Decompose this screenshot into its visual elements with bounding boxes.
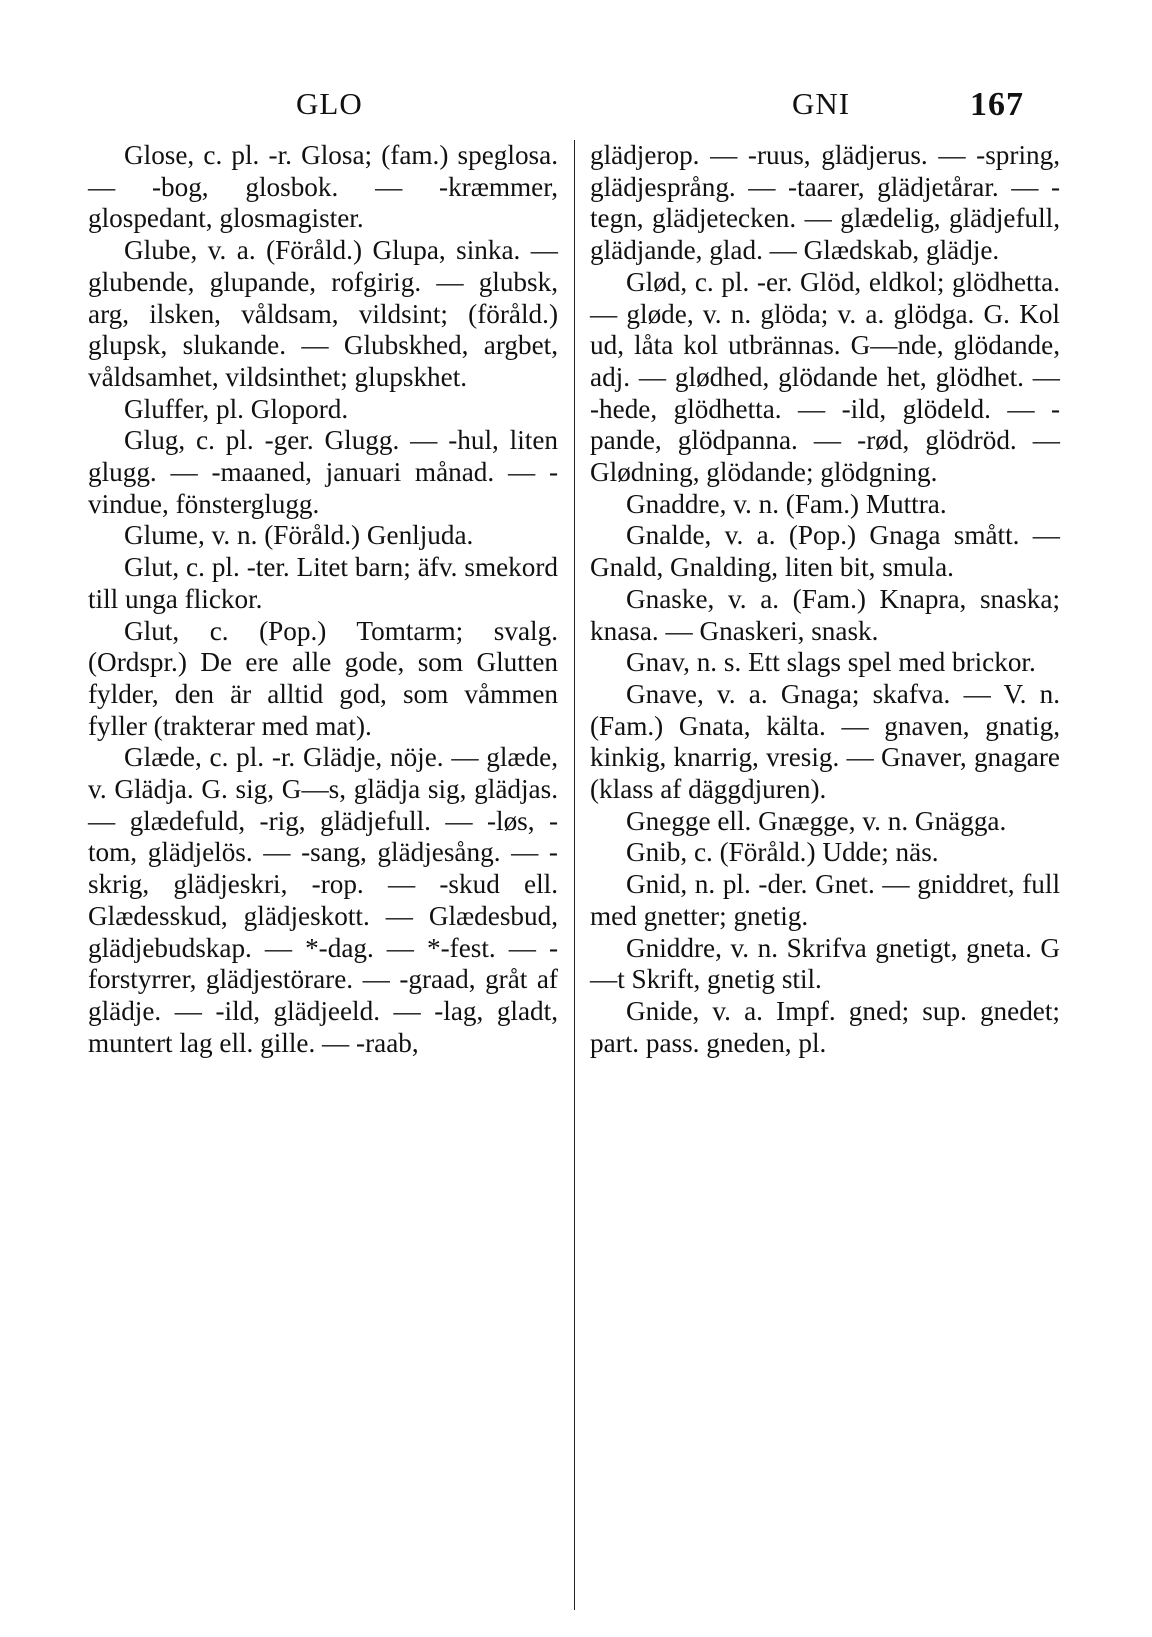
header-guide-word-left: GLO <box>296 86 363 121</box>
entry-gnid: Gnid, n. pl. -der. Gnet. — gniddret, full med gnetter; gnetig. <box>590 869 1060 931</box>
entry-gniddre: Gniddre, v. n. Skrifva gnetigt, gneta. G—t Skrift, gnetig stil. <box>590 932 1060 995</box>
column-divider <box>574 140 575 1610</box>
entry-gnaddre: Gnaddre, v. n. (Fam.) Muttra. <box>626 488 947 519</box>
page-header <box>86 86 1062 126</box>
entry-gnalde: Gnalde, v. a. (Pop.) Gnaga smått. — Gnald, Gnalding, liten bit, smula. <box>590 520 1060 583</box>
entry-gnib: Gnib, c. (Föråld.) Udde; näs. <box>626 837 939 868</box>
entry-gnaske: Gnaske, v. a. (Fam.) Knapra, snaska; knasa. — Gnaskeri, snask. <box>590 583 1060 646</box>
entry-glube: Glube, v. a. (Föråld.) Glupa, sinka. — glubende, glupande, rofgirig. — glubsk, arg, ilsken, våldsam, vildsint; (föråld.) glupsk, slukande. — Glubskhed, argbet, våldsamhet, vildsinthet; glupskhet. <box>88 235 558 392</box>
entry-glume: Glume, v. n. (Föråld.) Genljuda. <box>124 520 474 551</box>
entry-gnave: Gnave, v. a. Gnaga; skafva. — V. n. (Fam.) Gnata, kälta. — gnaven, gnatig, kinkig, knarrig, vresig. — Gnaver, gnagare (klass af däggdjuren). <box>590 678 1060 805</box>
entry-gluffer: Gluffer, pl. Glopord. <box>124 393 349 424</box>
entry-glut-1: Glut, c. pl. -ter. Litet barn; äfv. smekord till unga flickor. <box>88 552 558 614</box>
entry-gnav: Gnav, n. s. Ett slags spel med brickor. <box>626 647 1036 678</box>
entry-glaede-cont: glädjerop. — -ruus, glädjerus. — -spring, glädjesprång. — -taarer, glädjetårar. — -tegn, glädjetecken. — glædelig, glädjefull, glädjande, glad. — Glædskab, glädje. <box>590 140 1060 266</box>
left-column <box>88 140 558 1059</box>
entry-glod: Glød, c. pl. -er. Glöd, eldkol; glödhetta. — gløde, v. n. glöda; v. a. glödga. G. Kol ud, låta kol utbrännas. G—nde, glödande, adj. — glødhed, glödande het, glödhet. — -hede, glödhetta. — -ild, glödeld. — -pande, glödpanna. — -rød, glödröd. — Glødning, glödande; glödgning. <box>590 266 1060 488</box>
right-column <box>590 140 1060 1059</box>
entry-glug: Glug, c. pl. -ger. Glugg. — -hul, liten glugg. — -maaned, januari månad. — -vindue, fönsterglugg. <box>88 425 558 519</box>
entry-gnide: Gnide, v. a. Impf. gned; sup. gnedet; part. pass. gneden, pl. <box>590 995 1060 1058</box>
entry-gnegge: Gnegge ell. Gnægge, v. n. Gnägga. <box>626 805 1007 836</box>
header-guide-word-right: GNI <box>792 86 851 121</box>
entry-glaede: Glæde, c. pl. -r. Glädje, nöje. — glæde, v. Glädja. G. sig, G—s, glädja sig, glädjas. — glædefuld, -rig, glädjefull. — -løs, -tom, glädjelös. — -sang, glädjesång. — -skrig, glädjeskri, -rop. — -skud ell. Glædesskud, glädjeskott. — Glædesbud, glädjebudskap. — *-dag. — *-fest. — -forstyrrer, glädjestörare. — -graad, gråt af glädje. — -ild, glädjeeld. — -lag, gladt, muntert lag ell. gille. — -raab, <box>88 742 558 1058</box>
page-number: 167 <box>970 86 1024 123</box>
entry-glose: Glose, c. pl. -r. Glosa; (fam.) speglosa. — -bog, glosbok. — -kræmmer, glospedant, glosmagister. <box>88 140 558 234</box>
entry-glut-2: Glut, c. (Pop.) Tomtarm; svalg. (Ordspr.) De ere alle gode, som Glutten fylder, den är alltid god, som våmmen fyller (trakterar med mat). <box>88 615 558 741</box>
